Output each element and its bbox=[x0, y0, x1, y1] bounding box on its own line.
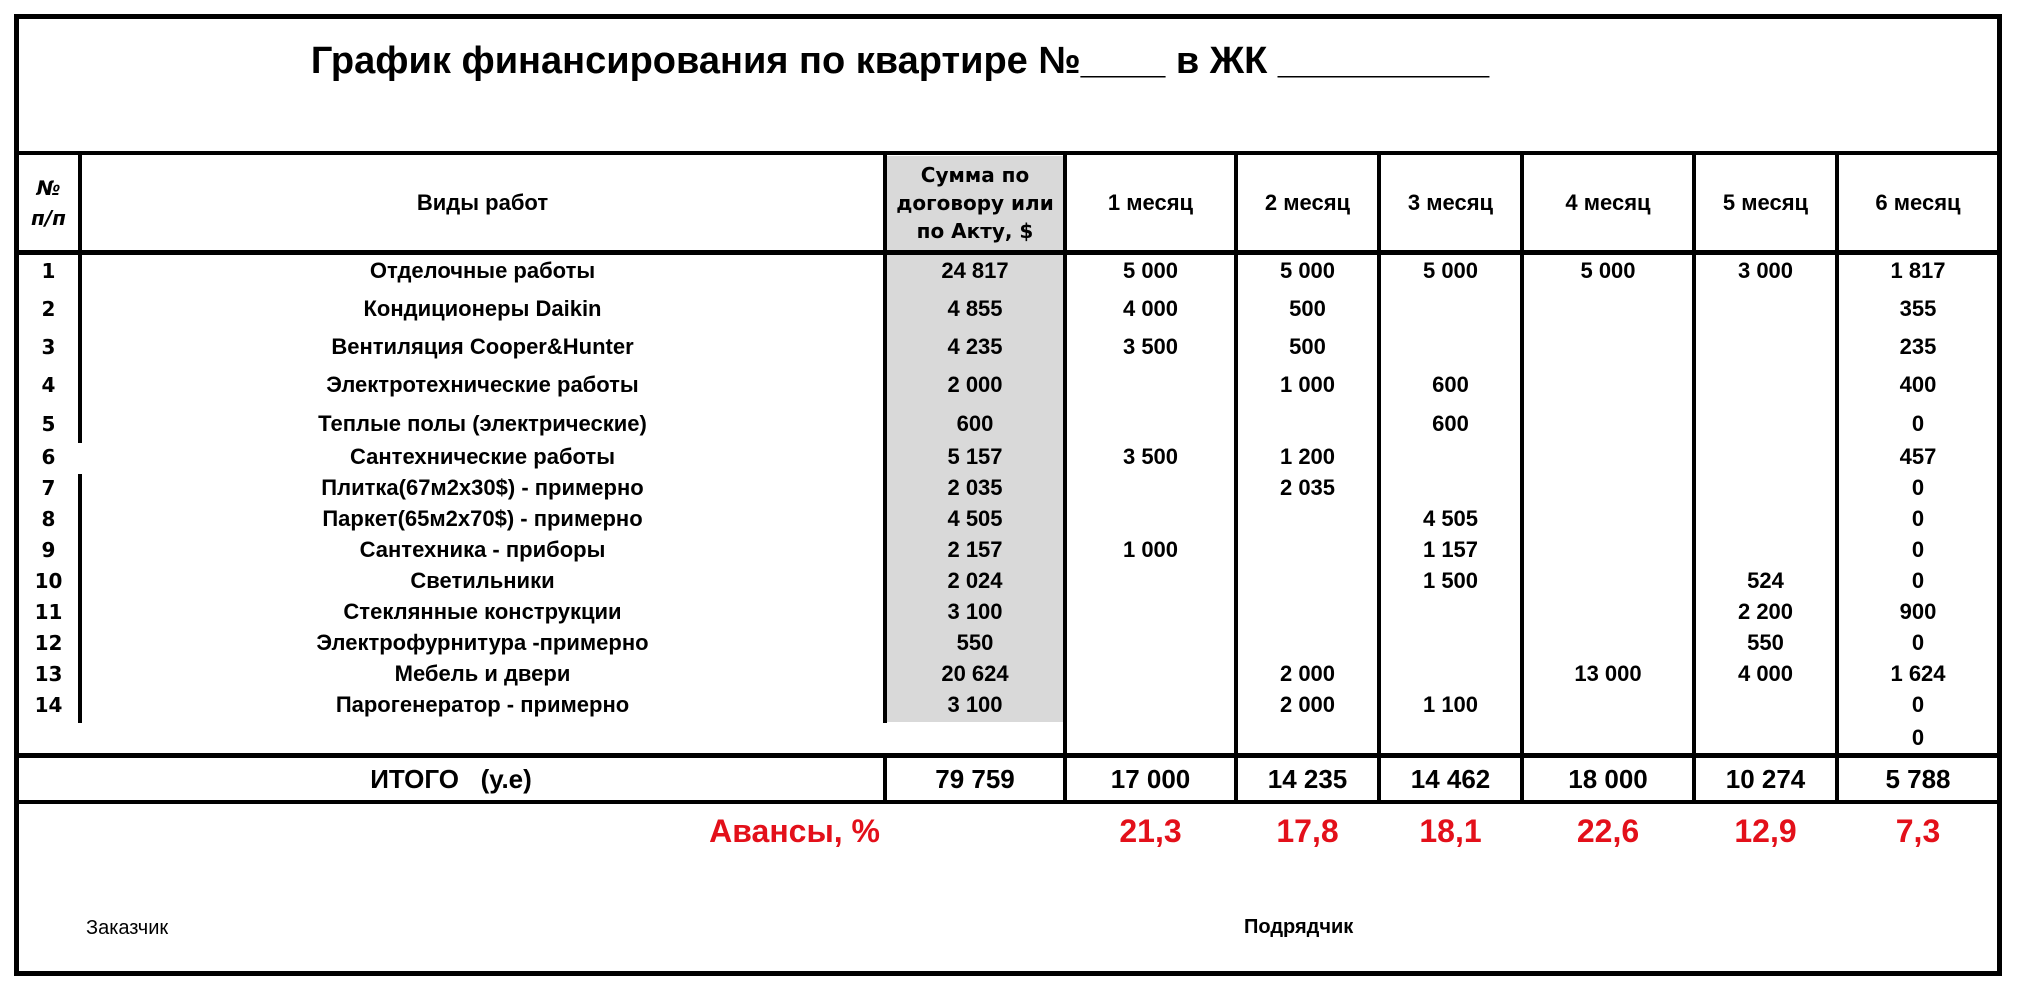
row-month-3: 1 157 bbox=[1422, 537, 1479, 562]
row-month-1: 1 000 bbox=[1122, 537, 1179, 562]
row-number: 6 bbox=[41, 445, 56, 469]
row-month-2: 1 200 bbox=[1279, 444, 1336, 469]
row-month-3: 600 bbox=[1432, 372, 1469, 397]
row-month-2 bbox=[1238, 408, 1377, 440]
row-sum: 20 624 bbox=[941, 661, 1009, 686]
row-month-5 bbox=[1696, 691, 1835, 719]
row-work-type: Сантехника - приборы bbox=[359, 537, 606, 562]
row-month-3: 600 bbox=[1432, 411, 1469, 436]
row-month-1 bbox=[1067, 474, 1234, 502]
row-number: 13 bbox=[34, 662, 63, 686]
row-month-5 bbox=[1696, 331, 1835, 363]
row-month-1: 3 500 bbox=[1122, 334, 1179, 359]
header-month-6: 6 месяц bbox=[1875, 189, 1961, 215]
totals-month-5: 10 274 bbox=[1725, 763, 1806, 794]
row-sum: 3 100 bbox=[947, 692, 1003, 717]
row-work-type: Стеклянные конструкции bbox=[343, 599, 622, 624]
row-extra-month-6: 0 bbox=[1911, 725, 1925, 750]
row-work-type: Плитка(67м2х30$) - примерно bbox=[321, 475, 644, 500]
row-month-3 bbox=[1381, 293, 1520, 325]
row-month-2 bbox=[1238, 629, 1377, 657]
advance-month-2: 17,8 bbox=[1276, 812, 1339, 849]
row-month-2 bbox=[1238, 598, 1377, 626]
row-month-6: 457 bbox=[1899, 444, 1937, 469]
row-number: 3 bbox=[41, 335, 56, 359]
row-month-3: 1 500 bbox=[1422, 568, 1479, 593]
header-num bbox=[19, 155, 78, 250]
header-num-line2: п/п bbox=[31, 205, 66, 230]
row-month-5: 3 000 bbox=[1737, 258, 1794, 283]
row-sum: 4 235 bbox=[947, 334, 1003, 359]
row-month-5: 4 000 bbox=[1737, 661, 1794, 686]
row-month-4: 5 000 bbox=[1580, 258, 1636, 283]
row-sum: 550 bbox=[956, 630, 994, 655]
row-month-2: 1 000 bbox=[1279, 372, 1336, 397]
row-work-type: Теплые полы (электрические) bbox=[318, 411, 647, 436]
row-month-6: 0 bbox=[1911, 537, 1925, 562]
row-work-type: Светильники bbox=[410, 568, 555, 593]
row-month-4 bbox=[1524, 474, 1692, 502]
row-month-1 bbox=[1067, 660, 1234, 688]
row-month-5 bbox=[1696, 474, 1835, 502]
row-sum: 4 855 bbox=[947, 296, 1003, 321]
row-month-1 bbox=[1067, 598, 1234, 626]
totals-month-1: 17 000 bbox=[1110, 763, 1191, 794]
row-month-2: 2 000 bbox=[1279, 692, 1336, 717]
row-sum: 5 157 bbox=[947, 444, 1003, 469]
row-month-2 bbox=[1238, 505, 1377, 533]
advance-month-5: 12,9 bbox=[1734, 812, 1797, 849]
header-month-1: 1 месяц bbox=[1107, 189, 1194, 215]
header-work: Виды работ bbox=[416, 189, 549, 215]
row-month-6: 0 bbox=[1911, 506, 1925, 531]
row-number: 8 bbox=[41, 507, 56, 531]
signature-contractor: Подрядчик bbox=[1244, 916, 1354, 938]
row-month-3 bbox=[1381, 474, 1520, 502]
row-work-type: Электрофурнитура -примерно bbox=[316, 630, 649, 655]
row-number: 7 bbox=[41, 476, 56, 500]
row-number: 11 bbox=[34, 600, 63, 624]
row-number: 12 bbox=[34, 631, 63, 655]
row-month-4: 13 000 bbox=[1574, 661, 1642, 686]
row-month-3 bbox=[1381, 331, 1520, 363]
row-month-1 bbox=[1067, 505, 1234, 533]
row-month-6: 1 624 bbox=[1890, 661, 1946, 686]
row-month-6: 0 bbox=[1911, 630, 1925, 655]
row-number: 14 bbox=[34, 693, 63, 717]
row-month-5 bbox=[1696, 408, 1835, 440]
totals-bottom-rule bbox=[14, 800, 2002, 804]
row-month-1 bbox=[1067, 691, 1234, 719]
row-number: 2 bbox=[41, 297, 56, 321]
row-month-4 bbox=[1524, 629, 1692, 657]
row-sum: 2 035 bbox=[947, 475, 1003, 500]
advance-month-4: 22,6 bbox=[1576, 812, 1640, 849]
advance-month-3: 18,1 bbox=[1419, 812, 1482, 849]
row-month-1 bbox=[1067, 629, 1234, 657]
row-month-6: 0 bbox=[1911, 568, 1925, 593]
row-month-2: 2 035 bbox=[1279, 475, 1336, 500]
row-sum: 2 157 bbox=[947, 537, 1003, 562]
row-number: 5 bbox=[41, 412, 56, 436]
row-month-6: 0 bbox=[1911, 692, 1925, 717]
row-work-type: Сантехнические работы bbox=[350, 444, 615, 469]
row-month-4 bbox=[1524, 691, 1692, 719]
row-month-4 bbox=[1524, 505, 1692, 533]
row-month-6: 400 bbox=[1899, 372, 1937, 397]
header-sum-line1: Сумма по bbox=[920, 162, 1030, 187]
row-sum: 24 817 bbox=[941, 258, 1009, 283]
row-month-5 bbox=[1696, 505, 1835, 533]
row-sum: 4 505 bbox=[947, 506, 1003, 531]
row-work-type: Кондиционеры Daikin bbox=[363, 296, 602, 321]
row-month-2: 2 000 bbox=[1279, 661, 1336, 686]
row-sum: 600 bbox=[956, 411, 994, 436]
advance-month-1: 21,3 bbox=[1119, 812, 1182, 849]
row-month-2 bbox=[1238, 567, 1377, 595]
header-sum-line3: по Акту, $ bbox=[916, 218, 1034, 243]
row-month-4 bbox=[1524, 443, 1692, 471]
header-month-5: 5 месяц bbox=[1722, 189, 1809, 215]
row-month-4 bbox=[1524, 331, 1692, 363]
row-month-2: 500 bbox=[1289, 334, 1326, 359]
signature-customer: Заказчик bbox=[86, 917, 169, 939]
header-sum-line2: договору или bbox=[896, 190, 1054, 215]
row-month-1 bbox=[1067, 567, 1234, 595]
row-month-3 bbox=[1381, 629, 1520, 657]
row-month-3: 4 505 bbox=[1422, 506, 1479, 531]
row-month-1: 4 000 bbox=[1122, 296, 1179, 321]
row-work-type: Парогенератор - примерно bbox=[335, 692, 630, 717]
header-month-3: 3 месяц bbox=[1407, 189, 1494, 215]
row-month-5: 550 bbox=[1747, 630, 1784, 655]
row-month-4 bbox=[1524, 408, 1692, 440]
advances-label: Авансы, % bbox=[709, 812, 880, 849]
row-month-6: 1 817 bbox=[1890, 258, 1946, 283]
header-num-line1: № bbox=[36, 175, 61, 200]
row-sum: 2 000 bbox=[947, 372, 1003, 397]
row-month-3: 1 100 bbox=[1422, 692, 1479, 717]
row-month-5 bbox=[1696, 293, 1835, 325]
row-month-3 bbox=[1381, 598, 1520, 626]
row-number: 4 bbox=[41, 373, 56, 397]
totals-month-4: 18 000 bbox=[1568, 763, 1648, 794]
row-month-4 bbox=[1524, 293, 1692, 325]
row-month-6: 0 bbox=[1911, 475, 1925, 500]
row-month-4 bbox=[1524, 567, 1692, 595]
row-month-1: 5 000 bbox=[1122, 258, 1179, 283]
row-month-4 bbox=[1524, 598, 1692, 626]
row-month-3 bbox=[1381, 660, 1520, 688]
row-month-6: 235 bbox=[1899, 334, 1937, 359]
document-title: График финансирования по квартире №____ в ЖК __________ bbox=[310, 40, 1490, 82]
row-month-3: 5 000 bbox=[1422, 258, 1479, 283]
row-month-2: 5 000 bbox=[1279, 258, 1336, 283]
row-month-6: 900 bbox=[1899, 599, 1937, 624]
row-work-type: Электротехнические работы bbox=[326, 372, 639, 397]
row-month-1: 3 500 bbox=[1122, 444, 1179, 469]
row-month-2 bbox=[1238, 536, 1377, 564]
header-month-4: 4 месяц bbox=[1565, 189, 1651, 215]
totals-month-2: 14 235 bbox=[1267, 763, 1348, 794]
row-sum: 2 024 bbox=[947, 568, 1003, 593]
totals-sum: 79 759 bbox=[935, 763, 1015, 794]
row-month-4 bbox=[1524, 536, 1692, 564]
totals-month-6: 5 788 bbox=[1885, 763, 1951, 794]
row-month-3 bbox=[1381, 443, 1520, 471]
row-month-1 bbox=[1067, 369, 1234, 401]
row-month-5 bbox=[1696, 536, 1835, 564]
row-work-type: Мебель и двери bbox=[394, 661, 571, 686]
header-sum bbox=[887, 155, 1063, 250]
row-work-type: Паркет(65м2х70$) - примерно bbox=[322, 506, 643, 531]
row-month-5: 2 200 bbox=[1737, 599, 1794, 624]
row-number: 9 bbox=[41, 538, 56, 562]
totals-month-3: 14 462 bbox=[1410, 763, 1491, 794]
row-month-2: 500 bbox=[1289, 296, 1326, 321]
row-month-5: 524 bbox=[1747, 568, 1784, 593]
advance-month-6: 7,3 bbox=[1895, 812, 1941, 849]
row-month-6: 0 bbox=[1911, 411, 1925, 436]
row-month-6: 355 bbox=[1899, 296, 1937, 321]
row-month-5 bbox=[1696, 369, 1835, 401]
row-work-type: Вентиляция Cooper&Hunter bbox=[331, 334, 634, 359]
header-month-2: 2 месяц bbox=[1264, 189, 1351, 215]
row-month-1 bbox=[1067, 408, 1234, 440]
totals-label: ИТОГО (у.е) bbox=[370, 763, 532, 794]
row-number: 1 bbox=[41, 259, 56, 283]
row-work-type: Отделочные работы bbox=[369, 258, 596, 283]
row-sum: 3 100 bbox=[947, 599, 1003, 624]
row-number: 10 bbox=[34, 569, 63, 593]
row-month-4 bbox=[1524, 369, 1692, 401]
row-month-5 bbox=[1696, 443, 1835, 471]
